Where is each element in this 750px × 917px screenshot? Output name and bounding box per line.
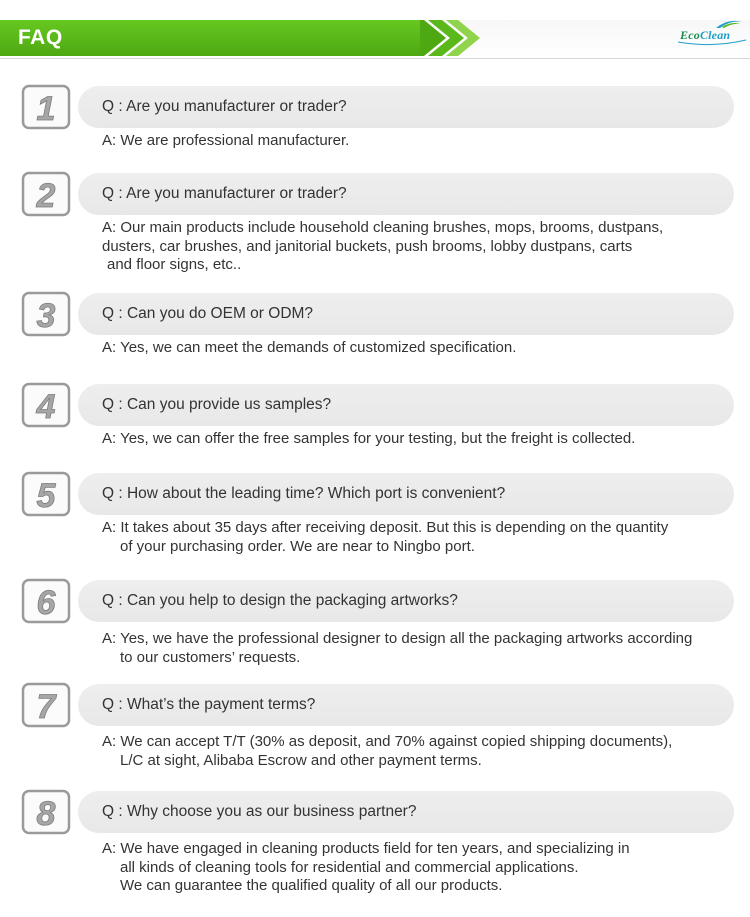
answer-line: A: Yes, we have the professional designer to design all the packaging artworks according bbox=[102, 630, 693, 647]
answer-text bbox=[102, 630, 747, 667]
answer-line: to our customers’ requests. bbox=[120, 648, 301, 666]
answer-line: A: We can accept T/T (30% as deposit, and 70% against copied shipping documents), bbox=[102, 733, 673, 750]
number-badge bbox=[21, 682, 71, 728]
question-text: Q : Can you do OEM or ODM? bbox=[102, 305, 314, 322]
answer-line: and floor signs, etc.. bbox=[107, 256, 242, 273]
answer-line: A: Yes, we can meet the demands of customized specification. bbox=[102, 339, 517, 356]
number-badge bbox=[21, 291, 71, 337]
question-text: Q : What’s the payment terms? bbox=[102, 696, 316, 713]
page-title: FAQ bbox=[18, 26, 63, 49]
number-badge-frame bbox=[21, 471, 71, 517]
logo-text-clean: Clean bbox=[699, 28, 731, 42]
number-badge bbox=[21, 471, 71, 517]
number-badge bbox=[21, 578, 71, 624]
answer-line: A: We have engaged in cleaning products field for ten years, and specializing in bbox=[102, 840, 630, 857]
number-badge-frame bbox=[21, 291, 71, 337]
question-pill bbox=[78, 580, 734, 622]
question-text: Q : How about the leading time? Which port is convenient? bbox=[102, 485, 506, 502]
answer-line: of your purchasing order. We are near to Ningbo port. bbox=[120, 537, 475, 555]
question-pill bbox=[78, 791, 734, 833]
answer-text bbox=[102, 430, 747, 449]
question-text: Q : Can you provide us samples? bbox=[102, 396, 332, 413]
answer-text bbox=[102, 219, 747, 275]
question-text: Q : Why choose you as our business partner? bbox=[102, 803, 417, 820]
question-pill bbox=[78, 86, 734, 128]
number-badge bbox=[21, 171, 71, 217]
question-text: Q : Can you help to design the packaging artworks? bbox=[102, 592, 458, 609]
answer-text bbox=[102, 339, 747, 358]
number-badge-digit: 4 bbox=[36, 388, 56, 426]
number-badge-digit: 3 bbox=[36, 297, 56, 335]
number-badge-digit: 1 bbox=[36, 90, 56, 128]
question-pill bbox=[78, 684, 734, 726]
number-badge-frame bbox=[21, 171, 71, 217]
number-badge bbox=[21, 84, 71, 130]
answer-line: dusters, car brushes, and janitorial buckets, push brooms, lobby dustpans, carts bbox=[102, 237, 633, 255]
number-badge-frame bbox=[21, 578, 71, 624]
ecoclean-logo bbox=[676, 18, 748, 48]
answer-line: A: We are professional manufacturer. bbox=[102, 132, 350, 149]
answer-text bbox=[102, 132, 747, 151]
faq-header bbox=[0, 0, 750, 60]
answer-text bbox=[102, 733, 747, 770]
question-text: Q : Are you manufacturer or trader? bbox=[102, 185, 347, 202]
answer-line: We can guarantee the qualified quality of all our products. bbox=[120, 877, 503, 894]
answer-line: all kinds of cleaning tools for residential and commercial applications. bbox=[120, 858, 579, 876]
logo-text-eco: Eco bbox=[680, 28, 700, 42]
number-badge-digit: 6 bbox=[36, 584, 56, 622]
number-badge-digit: 8 bbox=[36, 795, 56, 833]
answer-text bbox=[102, 519, 747, 556]
answer-text bbox=[102, 840, 747, 896]
question-pill bbox=[78, 473, 734, 515]
question-pill bbox=[78, 293, 734, 335]
question-pill bbox=[78, 173, 734, 215]
number-badge-digit: 5 bbox=[36, 477, 56, 515]
question-pill bbox=[78, 384, 734, 426]
header-green-bar bbox=[0, 20, 424, 56]
answer-line: A: Yes, we can offer the free samples for your testing, but the freight is collected. bbox=[102, 430, 636, 447]
number-badge-frame bbox=[21, 789, 71, 835]
number-badge-digit: 2 bbox=[36, 177, 56, 215]
number-badge-frame bbox=[21, 682, 71, 728]
number-badge-frame bbox=[21, 382, 71, 428]
number-badge bbox=[21, 382, 71, 428]
logo-text bbox=[680, 28, 730, 43]
double-chevron-right-icon bbox=[420, 16, 482, 60]
number-badge-frame bbox=[21, 84, 71, 130]
answer-line: A: Our main products include household cleaning brushes, mops, brooms, dustpans, bbox=[102, 219, 664, 236]
number-badge-digit: 7 bbox=[36, 688, 56, 726]
answer-line: A: It takes about 35 days after receiving deposit. But this is depending on the quantity bbox=[102, 519, 669, 536]
number-badge bbox=[21, 789, 71, 835]
answer-line: L/C at sight, Alibaba Escrow and other payment terms. bbox=[120, 751, 482, 769]
question-text: Q : Are you manufacturer or trader? bbox=[102, 98, 347, 115]
